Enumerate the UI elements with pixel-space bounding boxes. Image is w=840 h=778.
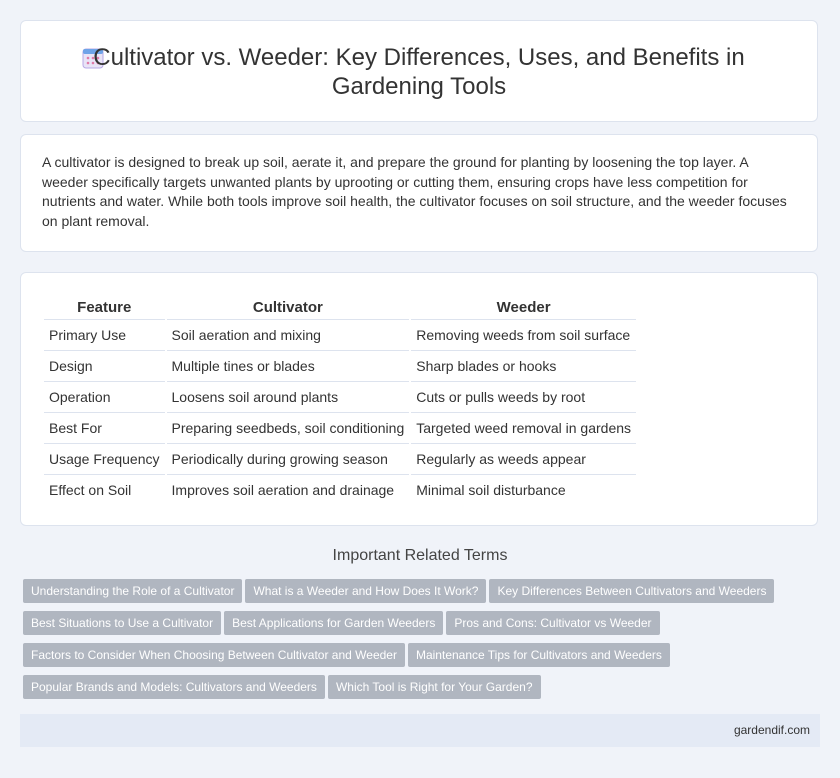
footer-site-link[interactable]: gardendif.com [733, 723, 810, 737]
table-cell: Cuts or pulls weeds by root [411, 381, 636, 412]
table-header: Feature [77, 298, 132, 316]
table-cell: Usage Frequency [44, 443, 165, 474]
related-term-tag[interactable]: Which Tool is Right for Your Garden? [328, 675, 541, 699]
related-term-tag[interactable]: Pros and Cons: Cultivator vs Weeder [446, 611, 659, 635]
table-cell: Minimal soil disturbance [411, 474, 636, 505]
table-row [44, 443, 636, 474]
table-cell: Improves soil aeration and drainage [167, 474, 410, 505]
table-cell: Periodically during growing season [167, 443, 410, 474]
table-cell: Removing weeds from soil surface [411, 319, 636, 350]
table-cell: Regularly as weeds appear [411, 443, 636, 474]
table-cell: Multiple tines or blades [167, 350, 410, 381]
table-cell: Sharp blades or hooks [411, 350, 636, 381]
related-term-tag[interactable]: Understanding the Role of a Cultivator [23, 579, 242, 603]
table-cell: Soil aeration and mixing [167, 319, 410, 350]
table-header: Weeder [496, 298, 551, 316]
comparison-table [42, 295, 638, 505]
comparison-card [20, 272, 818, 526]
table-row [44, 350, 636, 381]
related-term-tag[interactable]: Best Applications for Garden Weeders [224, 611, 443, 635]
table-header: Cultivator [252, 298, 323, 316]
intro-text: A cultivator is designed to break up soil, aerate it, and prepare the ground for planting by loosening the top layer. A weeder specifically targets unwanted plants by uprooting or cutting them, ensuring crops have less competition for nutrients and water. While both tools improve soil health, the cultivator focuses on soil structure, and the weeder focuses on plant removal. [42, 154, 787, 229]
related-term-tag[interactable]: Key Differences Between Cultivators and Weeders [489, 579, 774, 603]
table-cell: Preparing seedbeds, soil conditioning [167, 412, 410, 443]
table-cell: Effect on Soil [44, 474, 165, 505]
table-cell: Loosens soil around plants [167, 381, 410, 412]
table-cell: Design [44, 350, 165, 381]
table-row [44, 474, 636, 505]
footer [20, 714, 820, 747]
related-term-tag[interactable]: Maintenance Tips for Cultivators and Weeders [408, 643, 670, 667]
related-term-tag[interactable]: What is a Weeder and How Does It Work? [245, 579, 486, 603]
related-term-tag[interactable]: Factors to Consider When Choosing Between Cultivator and Weeder [23, 643, 405, 667]
intro-card [20, 134, 818, 252]
header-card [20, 20, 818, 122]
table-row [44, 412, 636, 443]
related-terms-list [23, 579, 783, 707]
table-cell: Operation [44, 381, 165, 412]
table-cell: Targeted weed removal in gardens [411, 412, 636, 443]
related-terms-title: Important Related Terms [332, 547, 508, 564]
related-term-tag[interactable]: Best Situations to Use a Cultivator [23, 611, 221, 635]
table-row [44, 319, 636, 350]
table-cell: Primary Use [44, 319, 165, 350]
related-term-tag[interactable]: Popular Brands and Models: Cultivators and Weeders [23, 675, 325, 699]
page-title: Cultivator vs. Weeder: Key Differences, Uses, and Benefits in Gardening Tools [93, 44, 745, 100]
table-row [44, 381, 636, 412]
table-cell: Best For [44, 412, 165, 443]
